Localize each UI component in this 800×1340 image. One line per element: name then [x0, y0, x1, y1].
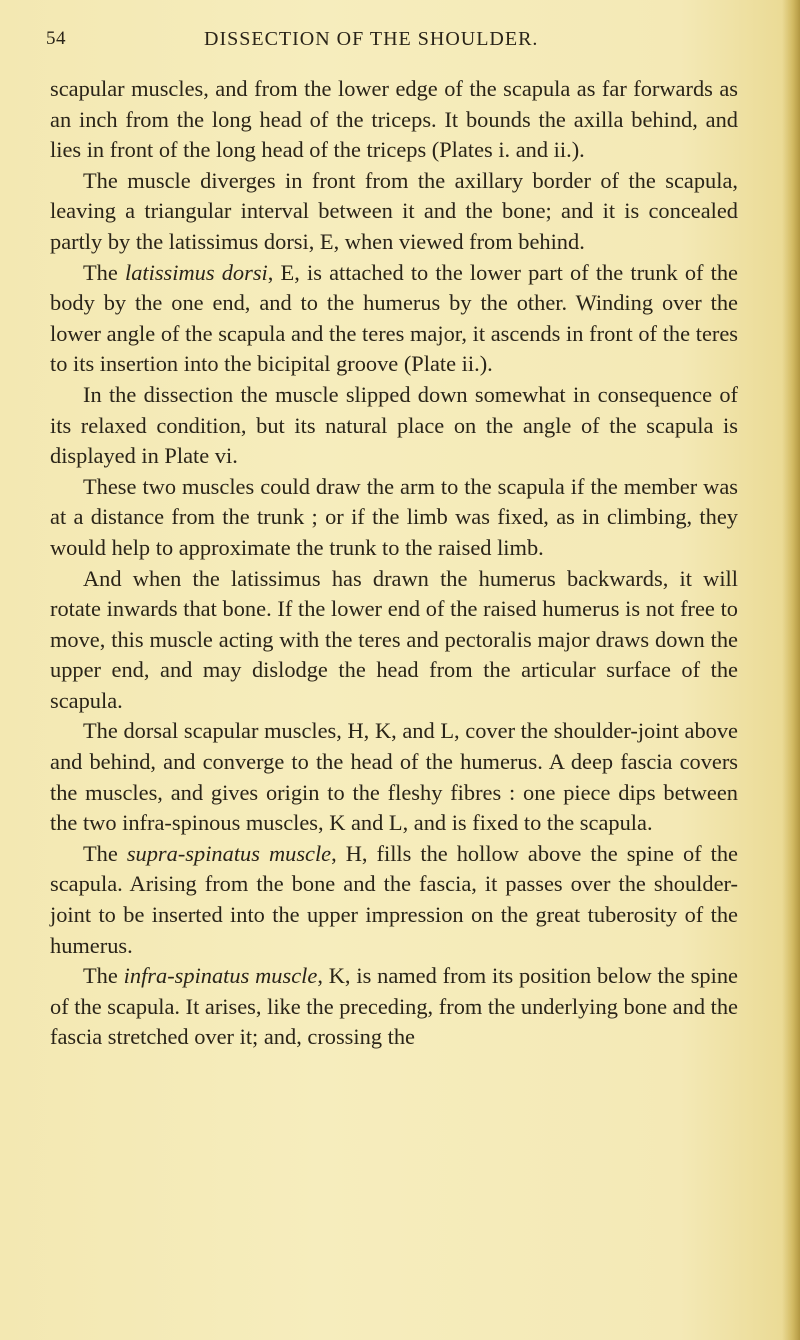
page-edge-shadow — [782, 0, 800, 1340]
paragraph — [50, 839, 738, 961]
paragraph — [50, 961, 738, 1053]
text-run: , H, fills the hollow above the spine of the scapula. Arising from the bone and the fascia, it passes over the shoulder-joint to be inserted into the upper impression on the great tuberosity of the humerus. — [50, 840, 738, 958]
text-run: The — [83, 840, 127, 866]
text-run: , K, is named from its position below the spine of the scapula. It arises, like the preceding, from the underlying bone and the fascia stretched over it; and, crossing the — [50, 963, 738, 1050]
running-header — [0, 28, 800, 58]
muscle-name: latissimus dorsi — [124, 259, 268, 285]
text-run: In the dissection the muscle slipped down somewhat in consequence of its relaxed condition, but its natural place on the angle of the scapula is displayed in Plate vi. — [50, 381, 738, 469]
muscle-name: supra-spinatus muscle — [126, 840, 332, 866]
text-run: The — [83, 259, 125, 285]
paragraph — [50, 564, 738, 717]
paragraph — [50, 258, 738, 380]
paragraph — [50, 380, 738, 472]
text-run: , E, is attached to the lower part of the trunk of the body by the one end, and to the humerus by the other. Winding over the lower angle of the scapula and the teres major, it ascends in front of the teres to its insertion into the bicipital groove (Plate ii.). — [50, 259, 738, 377]
text-run: These two muscles could draw the arm to the scapula if the member was at a distance from the trunk ; or if the limb was fixed, as in climbing, they would help to approximate the trunk to the raised limb. — [50, 473, 738, 560]
text-run: And when the latissimus has drawn the humerus backwards, it will rotate inwards that bone. If the lower end of the raised humerus is not free to move, this muscle acting with the teres and pectoralis major draws down the upper end, and may dislodge the head from the articular surface of the scapula. — [50, 565, 738, 713]
text-run: The — [83, 963, 124, 989]
muscle-name: infra-spinatus muscle — [123, 963, 318, 989]
page-number: 54 — [46, 28, 66, 49]
paragraph — [50, 716, 738, 838]
paragraph — [50, 166, 738, 258]
body-text — [50, 74, 738, 1053]
paragraph — [50, 74, 738, 166]
text-run: The muscle diverges in front from the axillary border of the scapula, leaving a triangular interval between it and the bone; and it is concealed partly by the latissimus dorsi, E, when viewed from behind. — [50, 167, 738, 254]
running-title: DISSECTION OF THE SHOULDER. — [204, 28, 539, 50]
text-run: The dorsal scapular muscles, H, K, and L, cover the shoulder-joint above and behind, and converge to the head of the humerus. A deep fascia covers the muscles, and gives origin to the fleshy fibres : one piece dips between the two infra-spinous muscles, K and L, and is fixed to the scapula. — [50, 718, 738, 836]
paragraph — [50, 472, 738, 564]
text-run: scapular muscles, and from the lower edge of the scapula as far forwards as an inch from the long head of the triceps. It bounds the axilla behind, and lies in front of the long head of the triceps (Plates i. and ii.). — [50, 76, 738, 163]
